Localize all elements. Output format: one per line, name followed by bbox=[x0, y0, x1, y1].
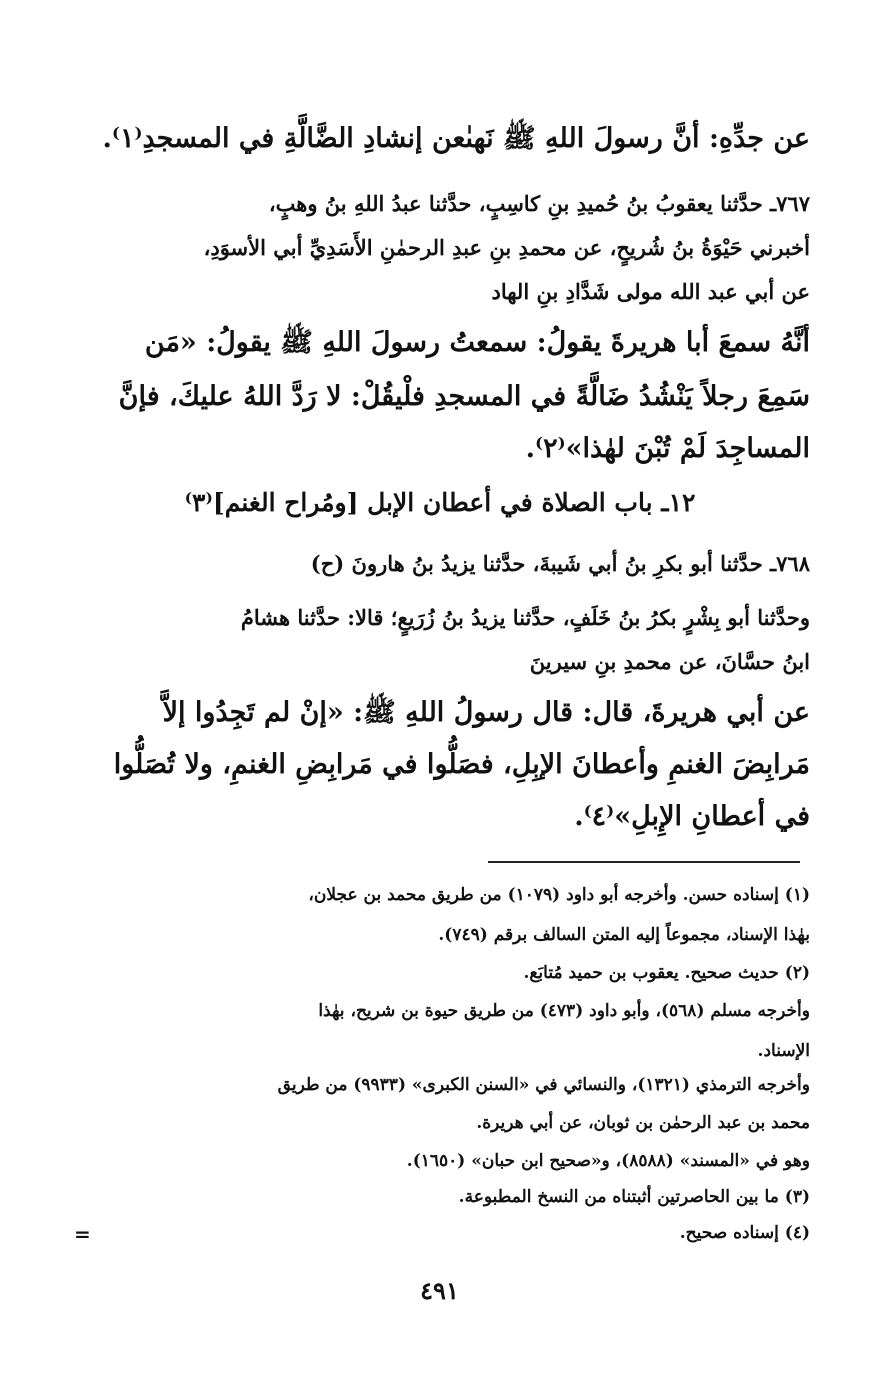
footnote-line-2: بهٰذا الإسناد، مجموعاً إليه المتن السالف برقم (٧٤٩). bbox=[438, 925, 810, 945]
isnad-768-line-1: ٧٦٨ـ حدَّثنا أبو بكرِ بنُ أبي شَيبةَ، حدَّثنا يزيدُ بنُ هارونَ (ح) bbox=[310, 551, 810, 576]
continuation-mark: = bbox=[74, 1222, 91, 1246]
footnote-line-8: وهو في «المسند» (٨٥٨٨)، و«صحيح ابن حبان» (١٦٥٠). bbox=[406, 1151, 810, 1171]
chapter-heading: ١٢ـ باب الصلاة في أعطان الإبل [ومُراح الغنم]⁽٣⁾ bbox=[184, 488, 696, 517]
matn-767-line-1: أنَّهُ سمعَ أبا هريرةَ يقولُ: سمعتُ رسولَ اللهِ ﷺ يقولُ: «مَن bbox=[144, 327, 810, 358]
footnote-line-3: (٢) حديث صحيح. يعقوب بن حميد مُتابَع. bbox=[523, 963, 810, 983]
matn-768-line-3: في أعطانِ الإِبلِ»⁽٤⁾. bbox=[574, 801, 810, 832]
matn-768-line-1: عن أبي هريرةَ، قال: قال رسولُ اللهِ ﷺ: «إنْ لم تَجِدُوا إلاَّ bbox=[162, 697, 810, 728]
isnad-767-line-3: عن أبي عبد الله مولى شَدَّادِ بنِ الهاد bbox=[491, 279, 810, 304]
isnad-768b-line-2: ابنُ حسَّانَ، عن محمدِ بنِ سيرينَ bbox=[529, 649, 810, 674]
footnote-line-5: الإسناد. bbox=[757, 1041, 810, 1061]
isnad-767-line-1: ٧٦٧ـ حدَّثنا يعقوبُ بنُ حُميدِ بنِ كاسِبٍ، حدَّثنا عبدُ اللهِ بنُ وهبٍ، bbox=[268, 191, 810, 216]
footnote-line-1: (١) إسناده حسن. وأخرجه أبو داود (١٠٧٩) من طريق محمد بن عجلان، bbox=[308, 885, 810, 905]
footnote-separator bbox=[488, 861, 800, 863]
matn-768-line-2: مَرابِضَ الغنمِ وأعطانَ الإبِلِ، فصَلُّوا في مَرابِضِ الغنمِ، ولا تُصَلُّوا bbox=[113, 749, 810, 780]
footnote-line-9: (٣) ما بين الحاصرتين أثبتناه من النسخ المطبوعة. bbox=[458, 1187, 810, 1207]
hadith-ending-line: عن جدِّهِ: أنَّ رسولَ اللهِ ﷺ نَهىٰعن إنشادِ الضَّالَّةِ في المسجدِ⁽١⁾. bbox=[102, 123, 810, 154]
footnote-line-10: (٤) إسناده صحيح. bbox=[679, 1223, 810, 1243]
matn-767-line-3: المساجِدَ لَمْ تُبْنَ لهٰذا»⁽٢⁾. bbox=[525, 433, 810, 464]
matn-767-line-2: سَمِعَ رجلاً يَنْشُدُ ضَالَّةً في المسجدِ فلْيقُلْ: لا رَدَّ اللهُ عليكَ، فإنَّ bbox=[118, 381, 810, 412]
footnote-line-6: وأخرجه الترمذي (١٣٢١)، والنسائي في «السنن الكبرى» (٩٩٣٣) من طريق bbox=[277, 1075, 810, 1095]
page-number: ٤٩١ bbox=[420, 1276, 459, 1305]
footnote-line-7: محمد بن عبد الرحمٰن بن ثوبان، عن أبي هريرة. bbox=[476, 1113, 810, 1133]
isnad-767-line-2: أخبرني حَيْوَةُ بنُ شُريحٍ، عن محمدِ بنِ عبدِ الرحمٰنِ الأَسَدِيِّ أبي الأسوَدِ، bbox=[203, 235, 810, 260]
footnote-line-4: وأخرجه مسلم (٥٦٨)، وأبو داود (٤٧٣) من طريق حيوة بن شريح، بهٰذا bbox=[318, 1001, 810, 1021]
isnad-768b-line-1: وحدَّثنا أبو بِشْرٍ بكرُ بنُ خَلَفٍ، حدَّثنا يزيدُ بنُ زُرَيعٍ؛ قالا: حدَّثنا هشامُ bbox=[240, 605, 810, 630]
